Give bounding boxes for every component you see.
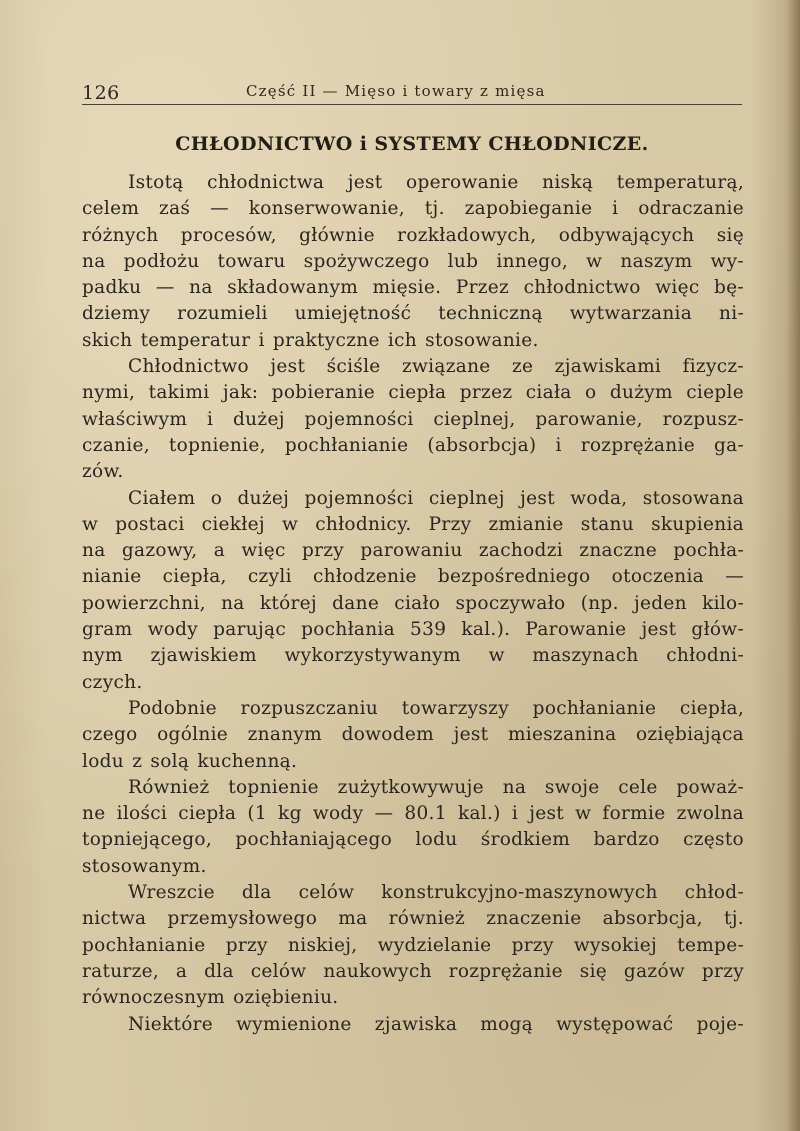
text-line: pochłanianie przy niskiej, wydzielanie przy wysokiej tempe- xyxy=(82,934,744,956)
page-edge-shadow xyxy=(786,0,800,1131)
text-line: na podłożu towaru spożywczego lub innego, w naszym wy- xyxy=(82,250,744,272)
text-line: stosowanym. xyxy=(82,855,207,877)
text-line: Istotą chłodnictwa jest operowanie niską temperaturą, xyxy=(128,172,744,193)
section-title: CHŁODNICTWO i SYSTEMY CHŁODNICZE. xyxy=(175,133,649,155)
text-line: topniejącego, pochłaniającego lodu środkiem bardzo często xyxy=(82,829,744,851)
text-line: Wreszcie dla celów konstrukcyjno-maszynowych chłod- xyxy=(128,882,744,904)
page-header xyxy=(82,80,742,104)
text-line: Podobnie rozpuszczaniu towarzyszy pochłanianie ciepła, xyxy=(128,697,744,719)
text-line: nym zjawiskiem wykorzystywanym w maszynach chłodni- xyxy=(82,645,744,667)
text-line: w postaci ciekłej w chłodnicy. Przy zmianie stanu skupienia xyxy=(82,513,744,535)
text-line: celem zaś — konserwowanie, tj. zapobieganie i odraczanie xyxy=(82,198,744,220)
text-line: zów. xyxy=(82,461,124,483)
text-line: Również topnienie zużytkowywuje na swoje cele poważ- xyxy=(128,776,744,798)
text-line: gram wody parując pochłania 539 kal.). Parowanie jest głów- xyxy=(82,619,744,641)
text-line: Ciałem o dużej pojemności cieplnej jest woda, stosowana xyxy=(128,487,744,509)
body-text xyxy=(82,170,744,1038)
text-line: Niektóre wymienione zjawiska mogą występować poje- xyxy=(128,1013,744,1035)
text-line: nictwa przemysłowego ma również znaczenie absorbcja, tj. xyxy=(82,908,744,930)
text-line: ne ilości ciepła (1 kg wody — 80.1 kal.) i jest w formie zwolna xyxy=(82,803,744,825)
text-line: lodu z solą kuchenną. xyxy=(82,750,298,772)
text-line: właściwym i dużej pojemności cieplnej, parowanie, rozpusz- xyxy=(82,408,744,430)
text-line: padku — na składowanym mięsie. Przez chłodnictwo więc bę- xyxy=(82,277,744,299)
text-line: Chłodnictwo jest ściśle związane ze zjawiskami fizycz- xyxy=(128,356,744,378)
text-line: różnych procesów, głównie rozkładowych, odbywających się xyxy=(82,224,744,246)
text-line: skich temperatur i praktyczne ich stosowanie. xyxy=(82,329,539,351)
text-line: nymi, takimi jak: pobieranie ciepła przez ciała o dużym cieple xyxy=(82,382,744,404)
page-number: 126 xyxy=(82,82,120,104)
text-line: na gazowy, a więc przy parowaniu zachodzi znaczne pochła- xyxy=(82,540,744,562)
text-line: raturze, a dla celów naukowych rozprężanie się gazów przy xyxy=(82,960,744,982)
text-line: czych. xyxy=(82,671,143,693)
text-line: powierzchni, na której dane ciało spoczywało (np. jeden kilo- xyxy=(82,592,744,614)
text-line: czanie, topnienie, pochłanianie (absorbcja) i rozprężanie ga- xyxy=(82,434,744,456)
text-line: dziemy rozumieli umiejętność techniczną wytwarzania ni- xyxy=(82,303,744,325)
text-line: równoczesnym oziębieniu. xyxy=(82,987,339,1009)
text-line: nianie ciepła, czyli chłodzenie bezpośredniego otoczenia — xyxy=(82,566,744,588)
running-head: Część II — Mięso i towary z mięsa xyxy=(246,82,546,100)
header-rule xyxy=(82,104,742,105)
text-line: czego ogólnie znanym dowodem jest mieszanina oziębiająca xyxy=(82,724,744,746)
